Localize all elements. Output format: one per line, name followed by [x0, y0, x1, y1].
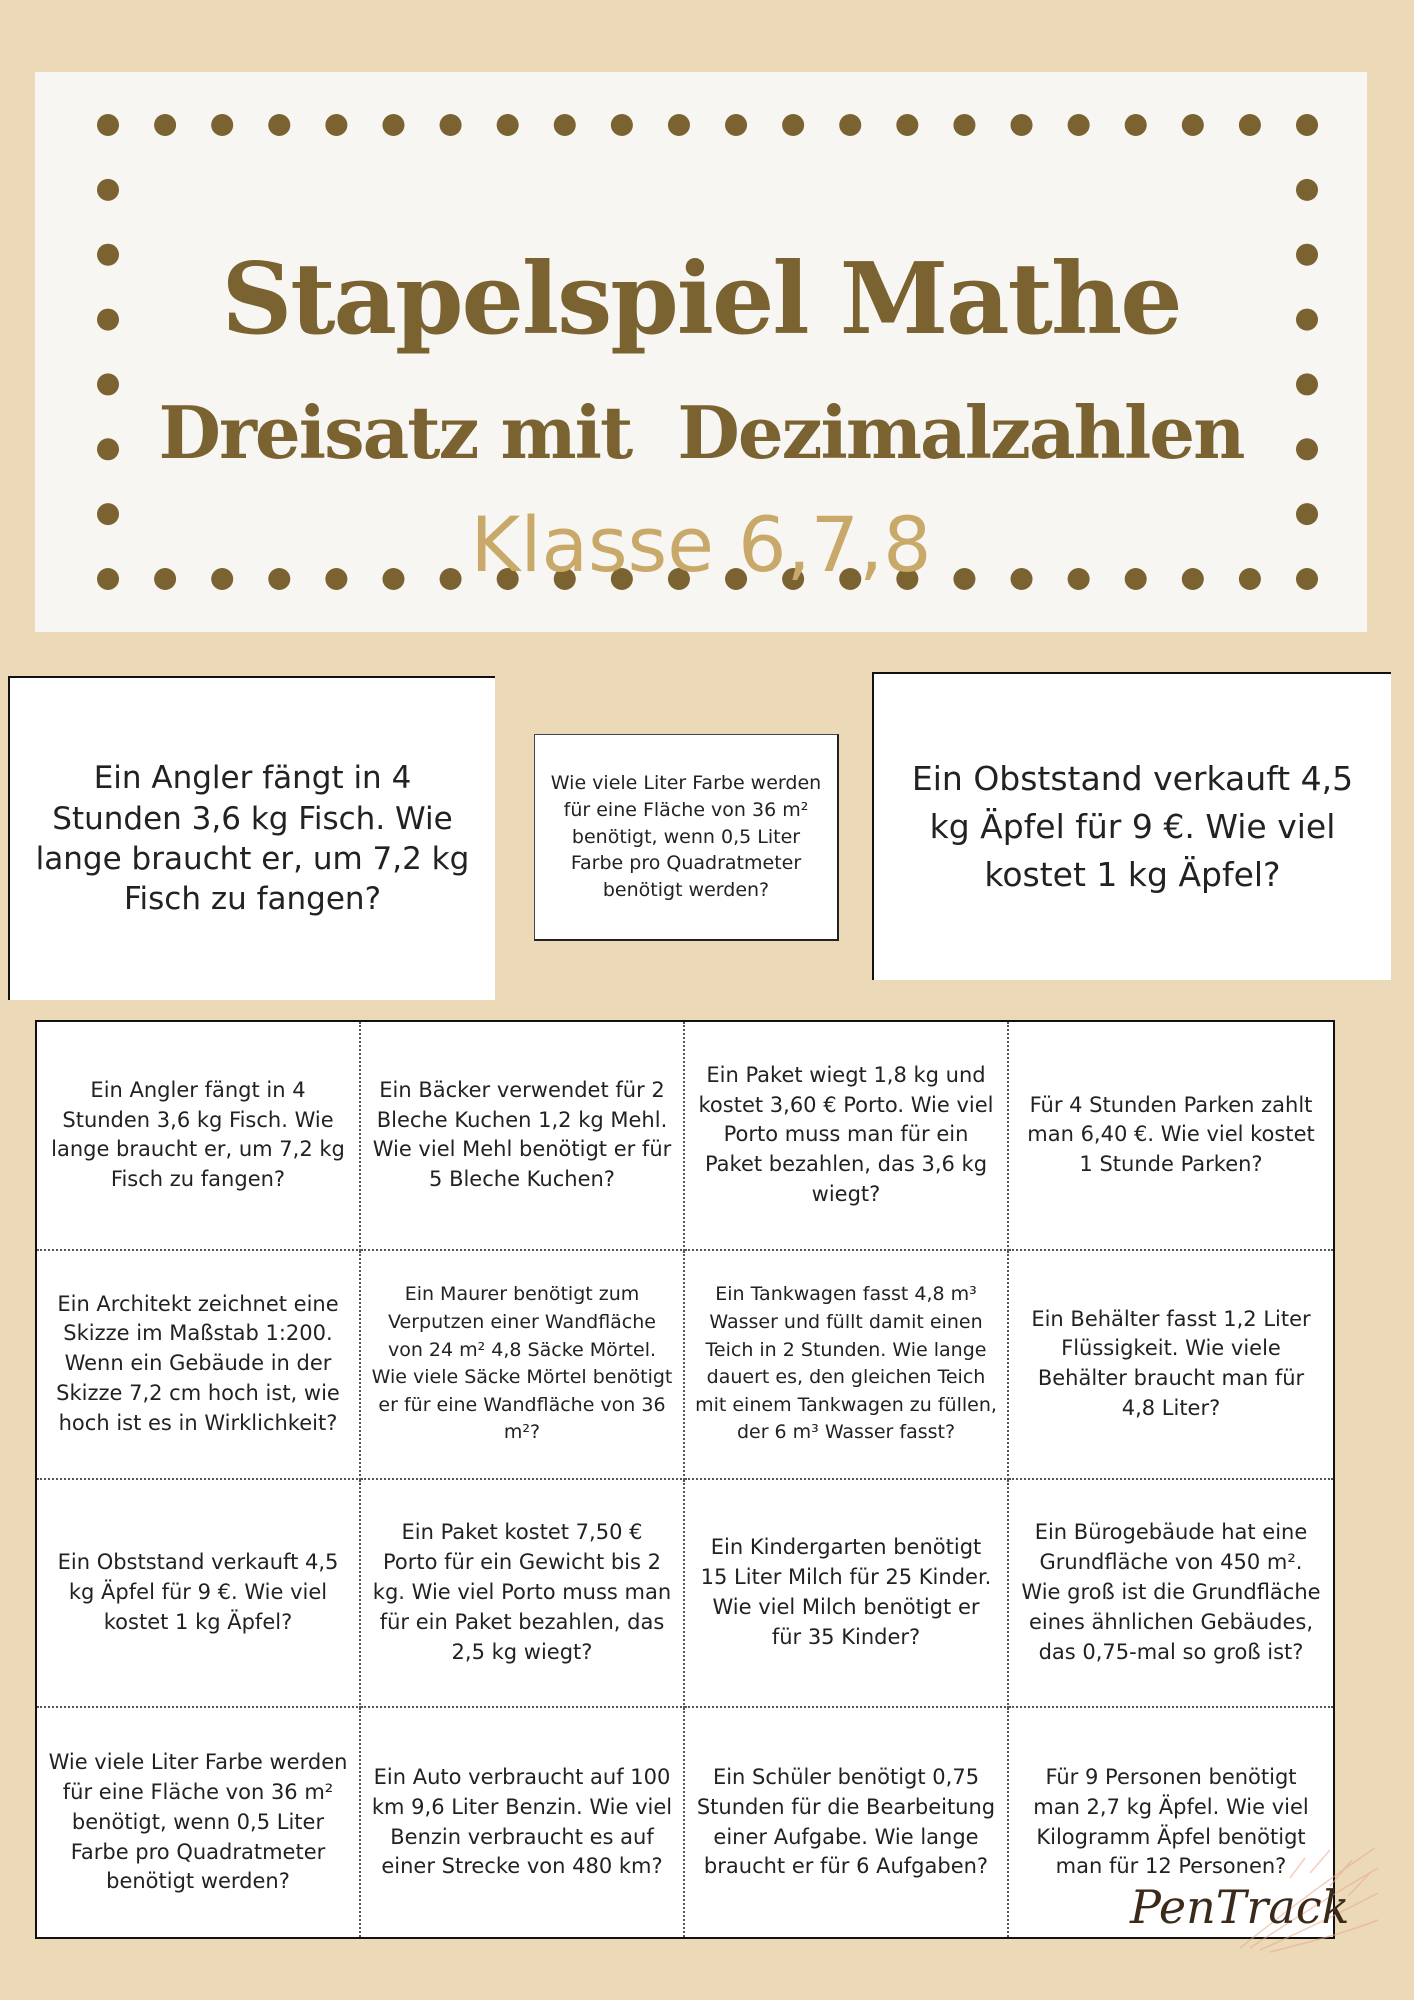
sample-card-obststand — [872, 672, 1391, 980]
grid-card: Ein Obststand verkauft 4,5 kg Äpfel für 9 €. Wie viel kostet 1 kg Äpfel? — [37, 1480, 361, 1709]
grid-card: Ein Angler fängt in 4 Stunden 3,6 kg Fisch. Wie lange braucht er, um 7,2 kg Fisch zu fangen? — [37, 1022, 361, 1251]
frame-dot — [782, 114, 804, 136]
frame-dot — [325, 114, 347, 136]
grid-card: Ein Paket wiegt 1,8 kg und kostet 3,60 € Porto. Wie viel Porto muss man für ein Paket bezahlen, das 3,6 kg wiegt? — [685, 1022, 1009, 1251]
frame-dot — [953, 114, 975, 136]
frame-dot — [497, 114, 519, 136]
grid-card: Ein Tankwagen fasst 4,8 m³ Wasser und füllt damit einen Teich in 2 Stunden. Wie lange dauert es, den gleichen Teich mit einem Tankwagen zu füllen, der 6 m³ Wasser fasst? — [685, 1251, 1009, 1480]
frame-dot — [97, 179, 119, 201]
card-text: Ein Obststand verkauft 4,5 kg Äpfel für 9 €. Wie viel kostet 1 kg Äpfel? — [911, 759, 1354, 894]
frame-dot — [1239, 114, 1261, 136]
frame-dot — [1296, 179, 1318, 201]
grid-card: Ein Paket kostet 7,50 € Porto für ein Gewicht bis 2 kg. Wie viel Porto muss man für ein Paket bezahlen, das 2,5 kg wiegt? — [361, 1480, 685, 1709]
frame-dot — [1182, 114, 1204, 136]
frame-dot — [896, 114, 918, 136]
card-text: Wie viele Liter Farbe werden für eine Fläche von 36 m² benötigt, wenn 0,5 Liter Farbe pro Quadratmeter benötigt werden? — [550, 771, 822, 902]
grid-card: Für 4 Stunden Parken zahlt man 6,40 €. Wie viel kostet 1 Stunde Parken? — [1009, 1022, 1333, 1251]
frame-dot — [382, 114, 404, 136]
frame-dot — [554, 114, 576, 136]
sample-card-farbe — [534, 734, 839, 941]
frame-dot — [1296, 114, 1318, 136]
frame-dot — [839, 114, 861, 136]
frame-dot — [611, 114, 633, 136]
logo-text: PenTrack — [1130, 1880, 1350, 1934]
frame-dot — [1011, 114, 1033, 136]
grid-card: Ein Bürogebäude hat eine Grundfläche von 450 m². Wie groß ist die Grundfläche eines ähnlichen Gebäudes, das 0,75-mal so groß ist? — [1009, 1480, 1333, 1709]
frame-dot — [97, 114, 119, 136]
grid-card: Ein Bäcker verwendet für 2 Bleche Kuchen 1,2 kg Mehl. Wie viel Mehl benötigt er für 5 Bleche Kuchen? — [361, 1022, 685, 1251]
grid-card: Wie viele Liter Farbe werden für eine Fläche von 36 m² benötigt, wenn 0,5 Liter Farbe pro Quadratmeter benötigt werden? — [37, 1708, 361, 1937]
title-banner — [35, 72, 1367, 632]
sample-card-angler — [8, 676, 495, 1000]
frame-dot — [268, 114, 290, 136]
frame-dot — [440, 114, 462, 136]
frame-dot — [154, 114, 176, 136]
grid-card: Ein Maurer benötigt zum Verputzen einer Wandfläche von 24 m² 4,8 Säcke Mörtel. Wie viele Säcke Mörtel benötigt er für eine Wandfläche von 36 m²? — [361, 1251, 685, 1480]
card-grid — [35, 1020, 1335, 1939]
grid-card: Ein Auto verbraucht auf 100 km 9,6 Liter Benzin. Wie viel Benzin verbraucht es auf einer Strecke von 480 km? — [361, 1708, 685, 1937]
page-title: Stapelspiel Mathe — [221, 242, 1181, 357]
page-subtitle: Dreisatz mit Dezimalzahlen — [158, 390, 1244, 475]
card-text: Ein Angler fängt in 4 Stunden 3,6 kg Fisch. Wie lange braucht er, um 7,2 kg Fisch zu fangen? — [35, 760, 470, 918]
grid-card: Für 9 Personen benötigt man 2,7 kg Äpfel. Wie viel Kilogramm Äpfel benötigt man für 12 Personen? — [1033, 1765, 1309, 1879]
grade-label: Klasse 6,7,8 — [470, 500, 932, 589]
frame-dot — [1068, 114, 1090, 136]
frame-dot — [668, 114, 690, 136]
grid-card: Ein Architekt zeichnet eine Skizze im Maßstab 1:200. Wenn ein Gebäude in der Skizze 7,2 cm hoch ist, wie hoch ist es in Wirklichkeit? — [37, 1251, 361, 1480]
frame-dot — [725, 114, 747, 136]
grid-card: Ein Schüler benötigt 0,75 Stunden für die Bearbeitung einer Aufgabe. Wie lange braucht er für 6 Aufgaben? — [685, 1708, 1009, 1937]
frame-dot — [1125, 114, 1147, 136]
frame-dot — [211, 114, 233, 136]
grid-card: Ein Behälter fasst 1,2 Liter Flüssigkeit. Wie viele Behälter braucht man für 4,8 Liter? — [1009, 1251, 1333, 1480]
pentrack-logo — [1090, 1838, 1380, 1958]
grid-card: Ein Kindergarten benötigt 15 Liter Milch für 25 Kinder. Wie viel Milch benötigt er für 35 Kinder? — [685, 1480, 1009, 1709]
